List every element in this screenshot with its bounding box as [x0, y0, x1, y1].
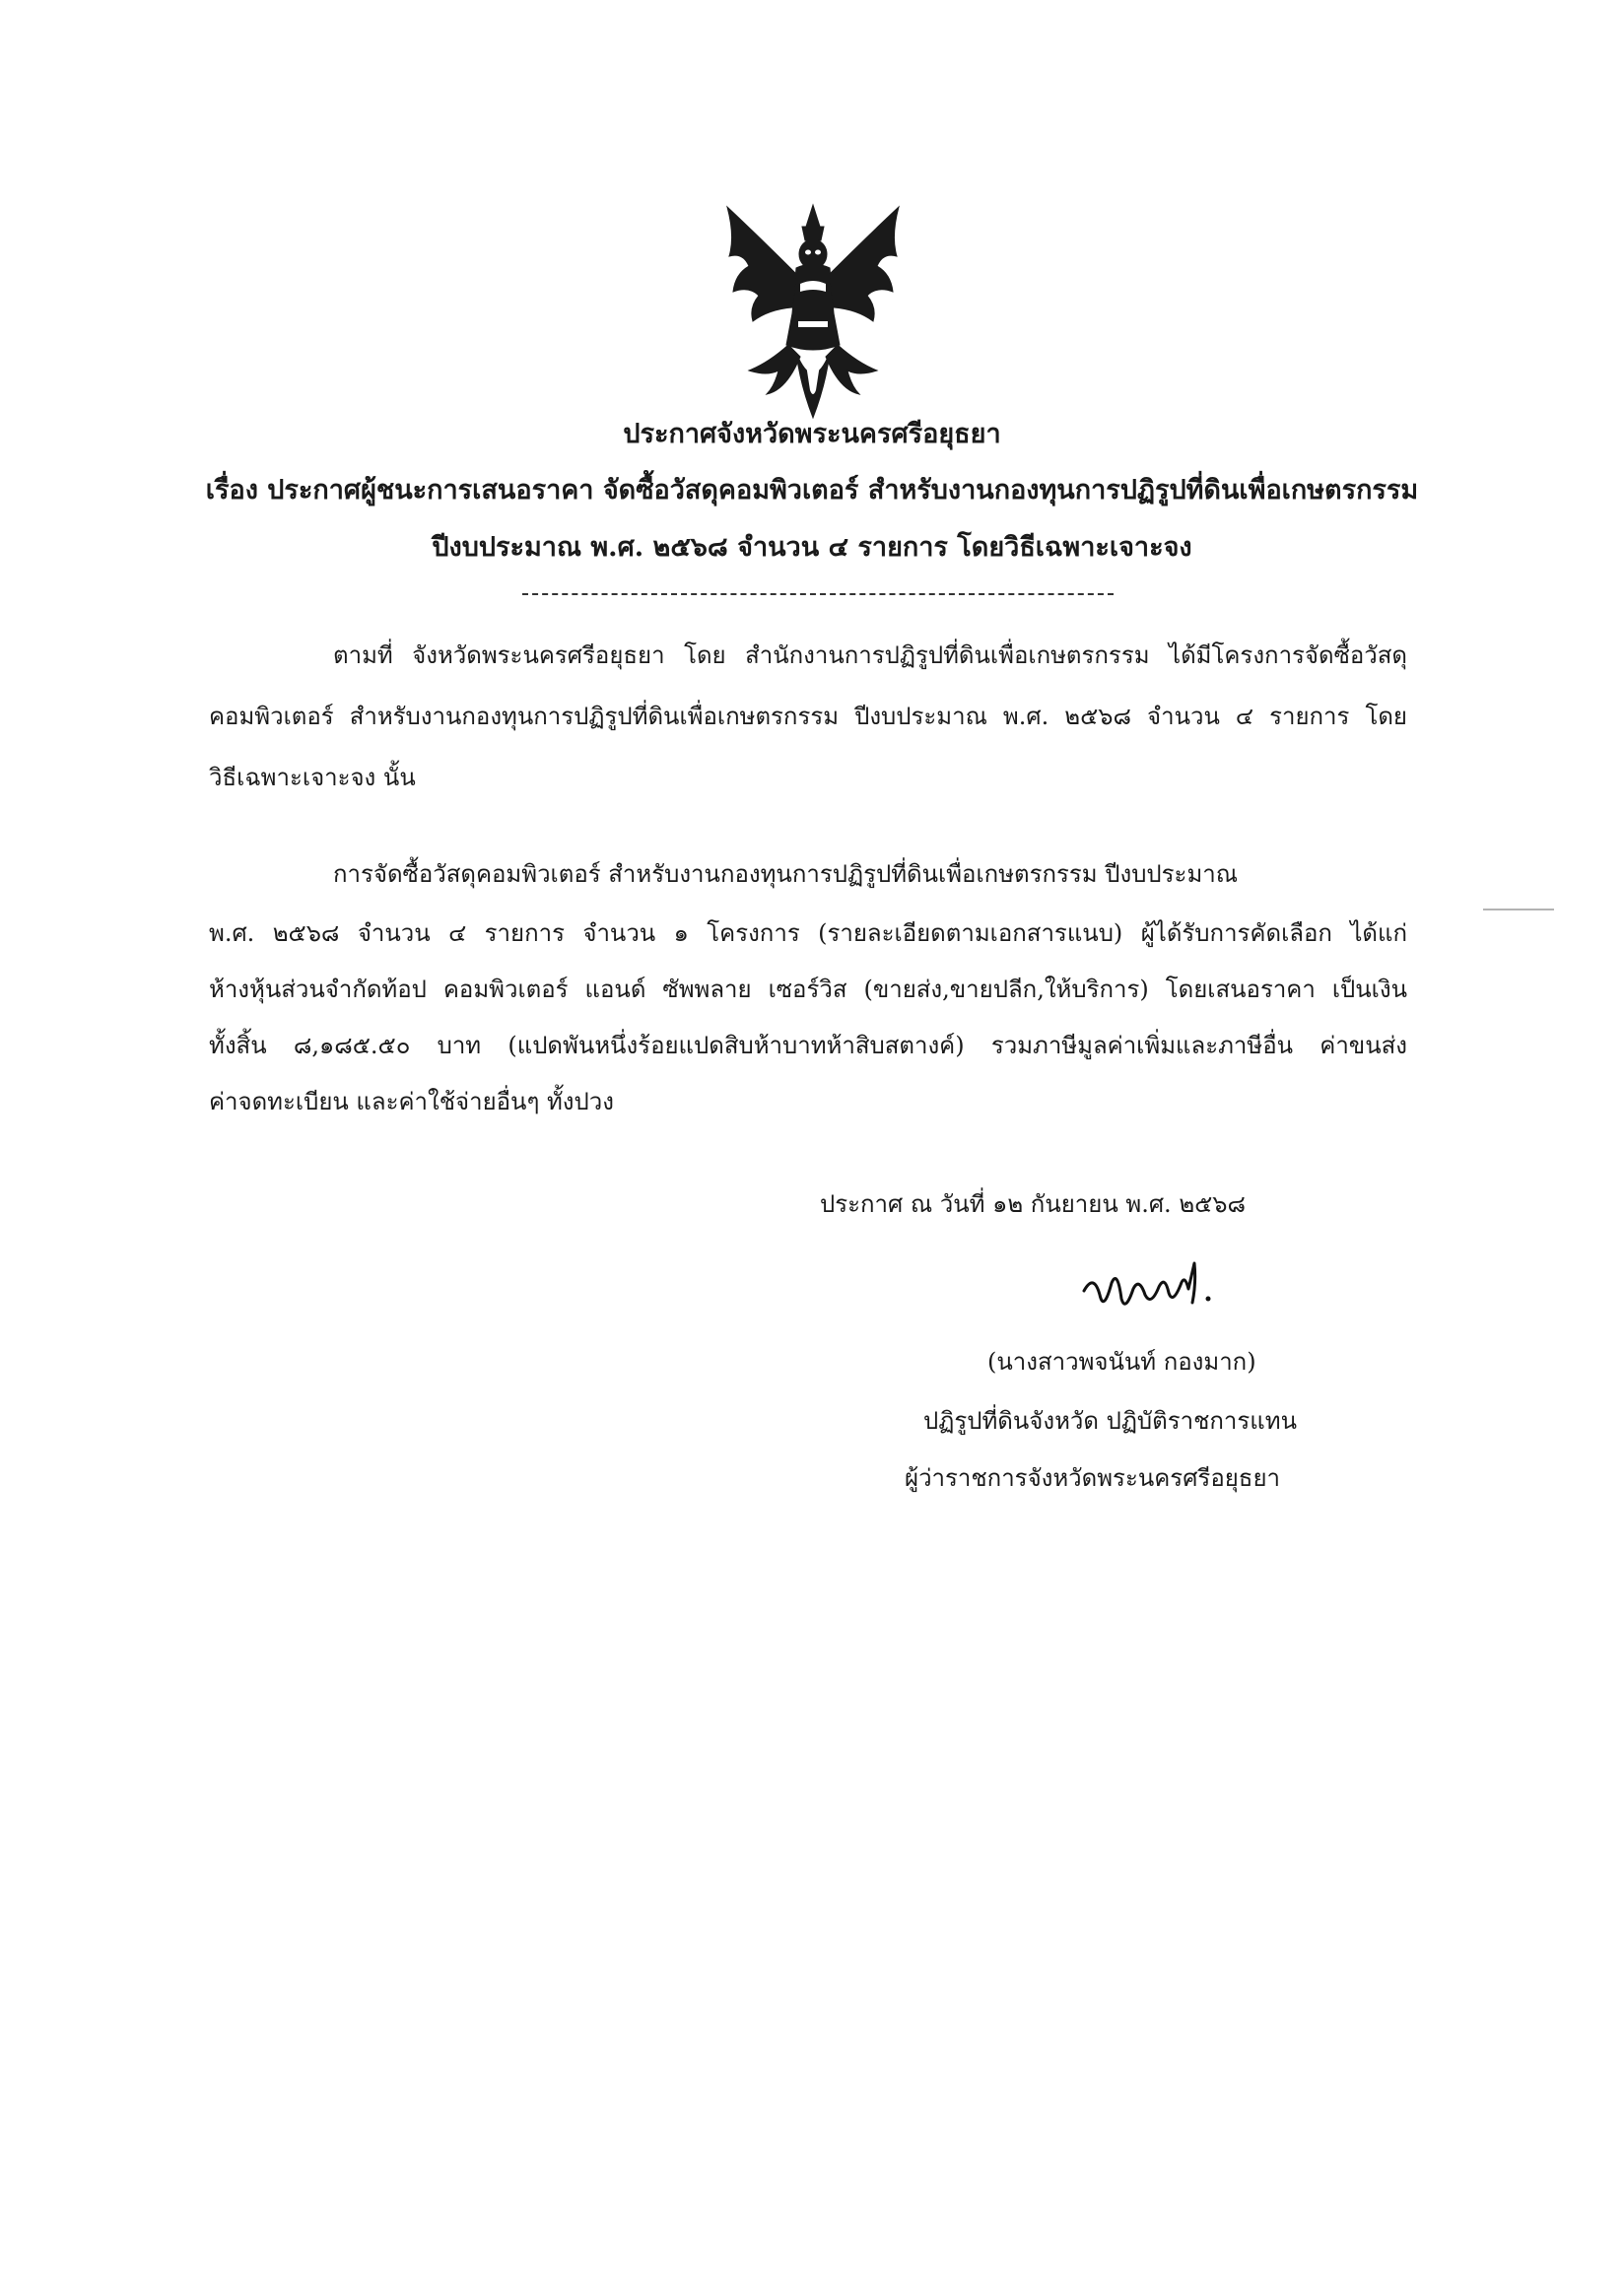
- paragraph-2-line-4: ทั้งสิ้น ๘,๑๘๕.๕๐ บาท (แปดพันหนึ่งร้อยแปดสิบห้าบาทห้าสิบสตางค์) รวมภาษีมูลค่าเพิ่มและภาษีอื่น ค่าขนส่ง: [209, 1032, 1407, 1059]
- paragraph-1-line-3: วิธีเฉพาะเจาะจง นั้น: [209, 764, 416, 791]
- announcement-title: ประกาศจังหวัดพระนครศรีอยุธยา: [623, 419, 1001, 449]
- subject-line-2: ปีงบประมาณ พ.ศ. ๒๕๖๘ จำนวน ๔ รายการ โดยวิธีเฉพาะเจาะจง: [432, 532, 1192, 563]
- paragraph-2-line-3: ห้างหุ้นส่วนจำกัดท้อป คอมพิวเตอร์ แอนด์ ซัพพลาย เซอร์วิส (ขายส่ง,ขายปลีก,ให้บริการ) โดยเสนอราคา เป็นเงิน: [209, 976, 1407, 1003]
- subject-line-1: เรื่อง ประกาศผู้ชนะการเสนอราคา จัดซื้อวัสดุคอมพิวเตอร์ สำหรับงานกองทุนการปฏิรูปที่ดินเพื่อเกษตรกรรม: [205, 475, 1419, 505]
- garuda-emblem-icon: [710, 197, 916, 424]
- title-divider: [522, 593, 1114, 595]
- paragraph-2-line-1: การจัดซื้อวัสดุคอมพิวเตอร์ สำหรับงานกองทุนการปฏิรูปที่ดินเพื่อเกษตรกรรม ปีงบประมาณ: [333, 860, 1239, 888]
- signer-title-2: ผู้ว่าราชการจังหวัดพระนครศรีอยุธยา: [905, 1464, 1280, 1492]
- paragraph-1-line-2: คอมพิวเตอร์ สำหรับงานกองทุนการปฏิรูปที่ดินเพื่อเกษตรกรรม ปีงบประมาณ พ.ศ. ๒๕๖๘ จำนวน ๔ รายการ โดย: [209, 703, 1407, 730]
- signer-title-1: ปฏิรูปที่ดินจังหวัด ปฏิบัติราชการแทน: [923, 1407, 1297, 1435]
- paragraph-2-line-2: พ.ศ. ๒๕๖๘ จำนวน ๔ รายการ จำนวน ๑ โครงการ (รายละเอียดตามเอกสารแนบ) ผู้ได้รับการคัดเลือก ได้แก่: [209, 919, 1407, 947]
- handwritten-signature-icon: [1074, 1244, 1252, 1332]
- paragraph-2-line-5: ค่าจดทะเบียน และค่าใช้จ่ายอื่นๆ ทั้งปวง: [209, 1088, 614, 1115]
- announcement-date: ประกาศ ณ วันที่ ๑๒ กันยายน พ.ศ. ๒๕๖๘: [820, 1190, 1247, 1218]
- signer-name: (นางสาวพจนันท์ กองมาก): [987, 1348, 1256, 1376]
- scan-artifact-mark: [1483, 908, 1554, 911]
- paragraph-1-line-1: ตามที่ จังหวัดพระนครศรีอยุธยา โดย สำนักงานการปฏิรูปที่ดินเพื่อเกษตรกรรม ได้มีโครงการจัดซื้อวัสดุ: [333, 641, 1407, 669]
